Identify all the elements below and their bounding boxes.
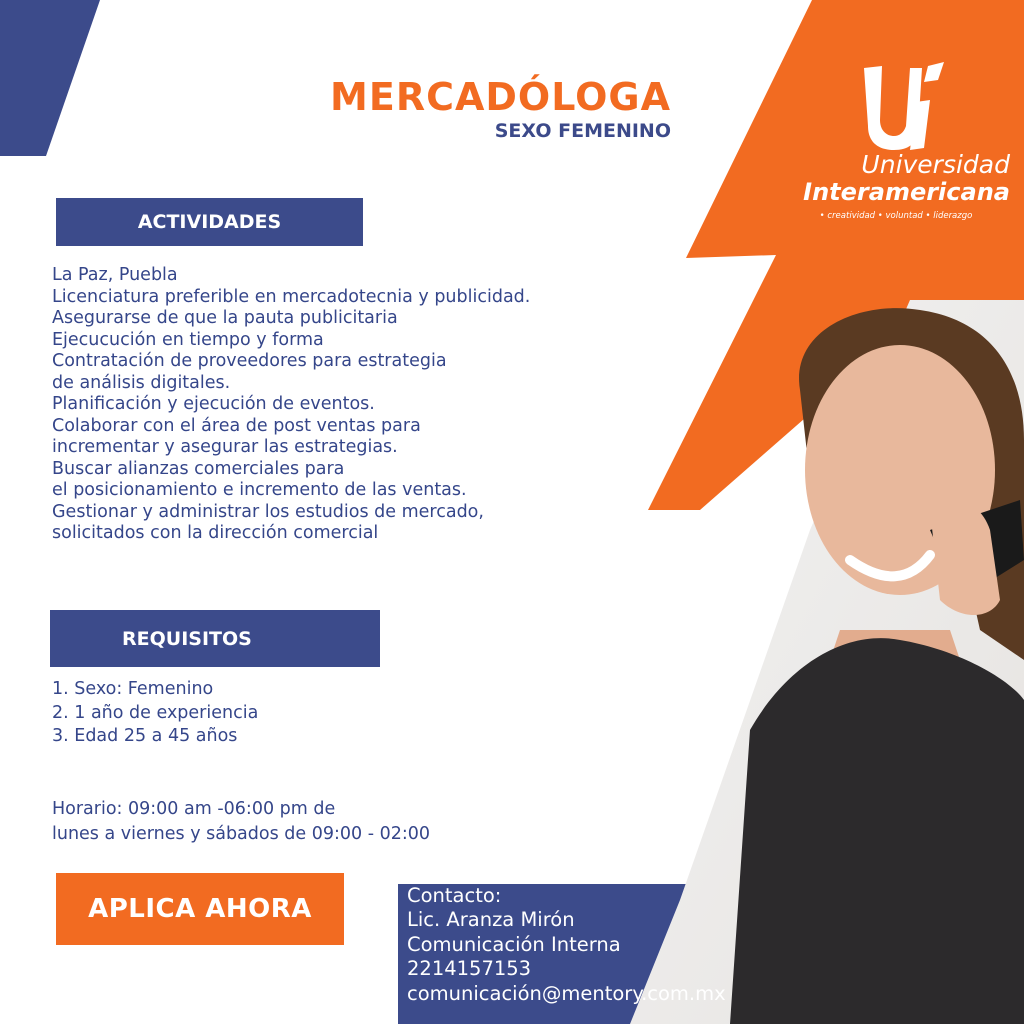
activities-list <box>52 265 530 545</box>
activities-heading: ACTIVIDADES <box>56 198 363 246</box>
activity-line: Asegurarse de que la pauta publicitaria <box>52 308 398 328</box>
activity-line: incrementar y asegurar las estrategias. <box>52 437 398 457</box>
requirement-line: 2. 1 año de experiencia <box>52 702 259 723</box>
activity-line: Planificación y ejecución de eventos. <box>52 394 375 414</box>
logo-name-line2: Interamericana <box>803 178 1010 206</box>
activity-line: solicitados con la dirección comercial <box>52 523 379 543</box>
requirements-heading: REQUISITOS <box>50 610 380 667</box>
activity-line: La Paz, Puebla <box>52 265 178 285</box>
activity-line: Gestionar y administrar los estudios de mercado, <box>52 501 484 522</box>
contact-block <box>407 884 726 1006</box>
contact-heading: Contacto: <box>407 884 502 907</box>
schedule-text <box>52 797 430 847</box>
contact-phone[interactable]: 2214157153 <box>407 957 532 981</box>
apply-now-button[interactable]: APLICA AHORA <box>56 873 344 945</box>
activity-line: Contratación de proveedores para estrategia <box>52 351 447 371</box>
schedule-line: lunes a viernes y sábados de 09:00 - 02:00 <box>52 824 431 844</box>
requirement-line: 1. Sexo: Femenino <box>52 679 214 699</box>
activity-line: el posicionamiento e incremento de las ventas. <box>52 480 467 500</box>
activity-line: Buscar alianzas comerciales para <box>52 458 345 479</box>
contact-department: Comunicación Interna <box>407 932 621 956</box>
schedule-line: Horario: 09:00 am -06:00 pm de <box>52 799 336 819</box>
job-subtitle: SEXO FEMENINO <box>494 120 671 142</box>
contact-email-link[interactable]: comunicación@mentory.com.mx <box>407 981 726 1005</box>
activity-line: Licenciatura preferible en mercadotecnia y publicidad. <box>52 286 531 307</box>
logo-name-line1: Universidad <box>861 150 1010 179</box>
activity-line: Ejecucución en tiempo y forma <box>52 329 324 350</box>
logo-tagline: • creatividad • voluntad • liderazgo <box>819 211 973 221</box>
requirement-line: 3. Edad 25 a 45 años <box>52 726 238 746</box>
activity-line: de análisis digitales. <box>52 372 231 393</box>
contact-name: Lic. Aranza Mirón <box>407 908 575 932</box>
activity-line: Colaborar con el área de post ventas para <box>52 415 421 436</box>
top-left-navy-stripe <box>0 0 100 156</box>
university-logo-icon <box>858 62 948 150</box>
requirements-list <box>52 678 258 749</box>
job-title: MERCADÓLOGA <box>330 75 671 119</box>
